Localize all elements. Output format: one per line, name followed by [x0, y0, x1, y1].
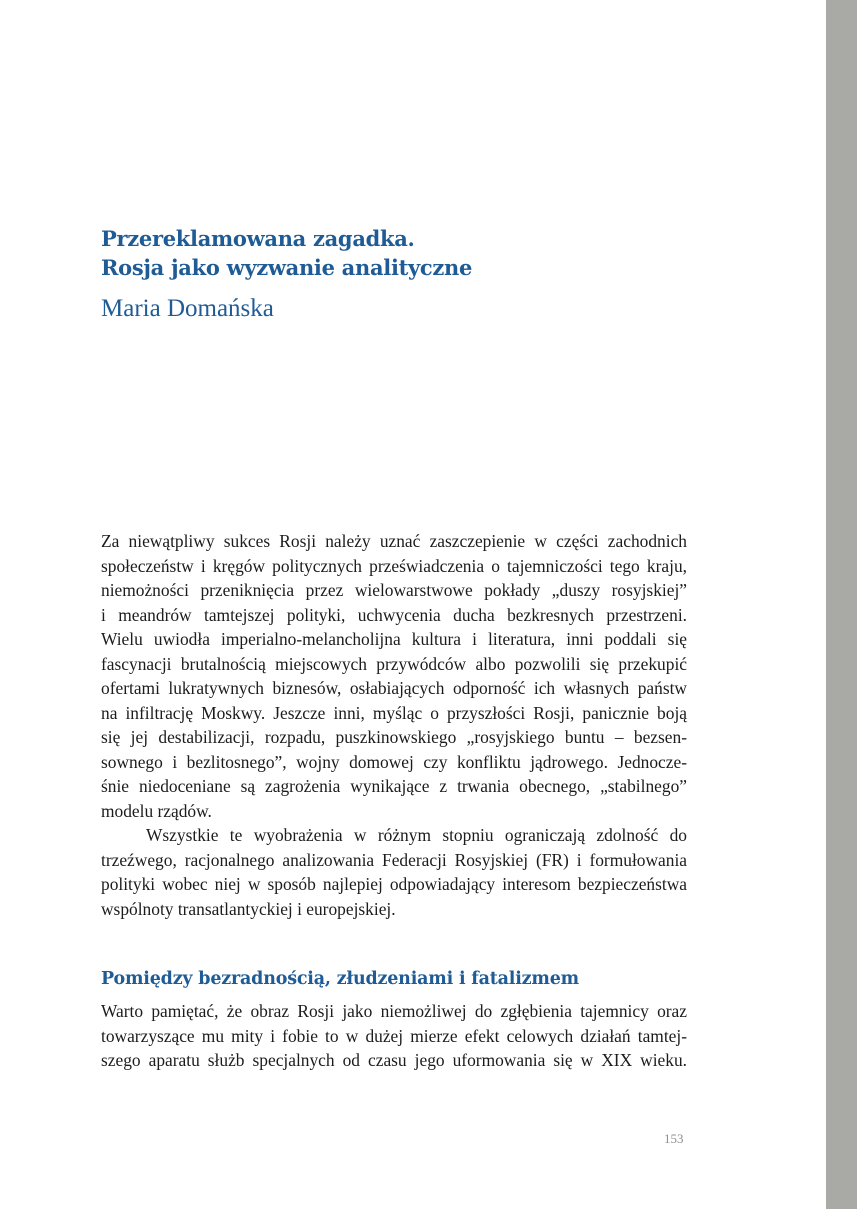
- text-line: ofertami lukratywnych biznesów, osłabiających odporność ich własnych państw: [101, 678, 687, 698]
- page-number: 153: [664, 1131, 684, 1146]
- text-line: społeczeństw i kręgów politycznych przeświadczenia o tajemniczości tego kraju,: [101, 555, 687, 576]
- text-line: Wszystkie te wyobrażenia w różnym stopniu ograniczają zdolność do: [146, 825, 687, 845]
- text-line: Warto pamiętać, że obraz Rosji jako niemożliwej do zgłębienia tajemnicy oraz: [101, 1001, 687, 1021]
- chapter-title: [101, 224, 721, 282]
- text-line: Za niewątpliwy sukces Rosji należy uznać zaszczepienie w części zachodnich: [101, 531, 687, 551]
- text-line: na infiltrację Moskwy. Jeszcze inni, myśląc o przyszłości Rosji, panicznie boją: [101, 702, 687, 723]
- text-line: modelu rządów.: [101, 800, 212, 821]
- text-line: polityki wobec niej w sposób najlepiej odpowiadający interesom bezpieczeństwa: [101, 874, 687, 894]
- text-line: się jej destabilizacji, rozpadu, puszkinowskiego „rosyjskiego buntu – bezsen-: [101, 727, 687, 747]
- text-line: śnie niedoceniane są zagrożenia wynikające z trwania obecnego, „stabilnego”: [101, 776, 687, 796]
- text-line: wspólnoty transatlantyckiej i europejskiej.: [101, 898, 396, 919]
- chapter-author: Maria Domańska: [101, 295, 274, 322]
- intro-paragraphs: [101, 529, 687, 921]
- text-line: i meandrów tamtejszej polityki, uchwycenia ducha bezkresnych przestrzeni.: [101, 604, 687, 625]
- text-line: Wielu uwiodła imperialno-melancholijna kultura i literatura, inni poddali się: [101, 629, 687, 649]
- chapter-title-line-2: Rosja jako wyzwanie analityczne: [101, 255, 473, 280]
- text-line: szego aparatu służb specjalnych od czasu jego uformowania się w XIX wieku.: [101, 1050, 687, 1070]
- text-line: fascynacji brutalnością miejscowych przywódców albo pozwolili się przekupić: [101, 653, 687, 674]
- section-heading: Pomiędzy bezradnością, złudzeniami i fatalizmem: [101, 969, 579, 989]
- chapter-title-line-1: Przereklamowana zagadka.: [101, 226, 415, 251]
- text-line: niemożności przeniknięcia przez wielowarstwowe pokłady „duszy rosyjskiej”: [101, 580, 687, 600]
- section-paragraph: [101, 999, 687, 1073]
- text-line: trzeźwego, racjonalnego analizowania Federacji Rosyjskiej (FR) i formułowania: [101, 849, 687, 870]
- text-line: sownego i bezlitosnego”, wojny domowej czy konfliktu jądrowego. Jednocze-: [101, 751, 687, 772]
- page-edge-bar: [826, 0, 857, 1209]
- text-line: towarzyszące mu mity i fobie to w dużej mierze efekt celowych działań tamtej-: [101, 1025, 687, 1046]
